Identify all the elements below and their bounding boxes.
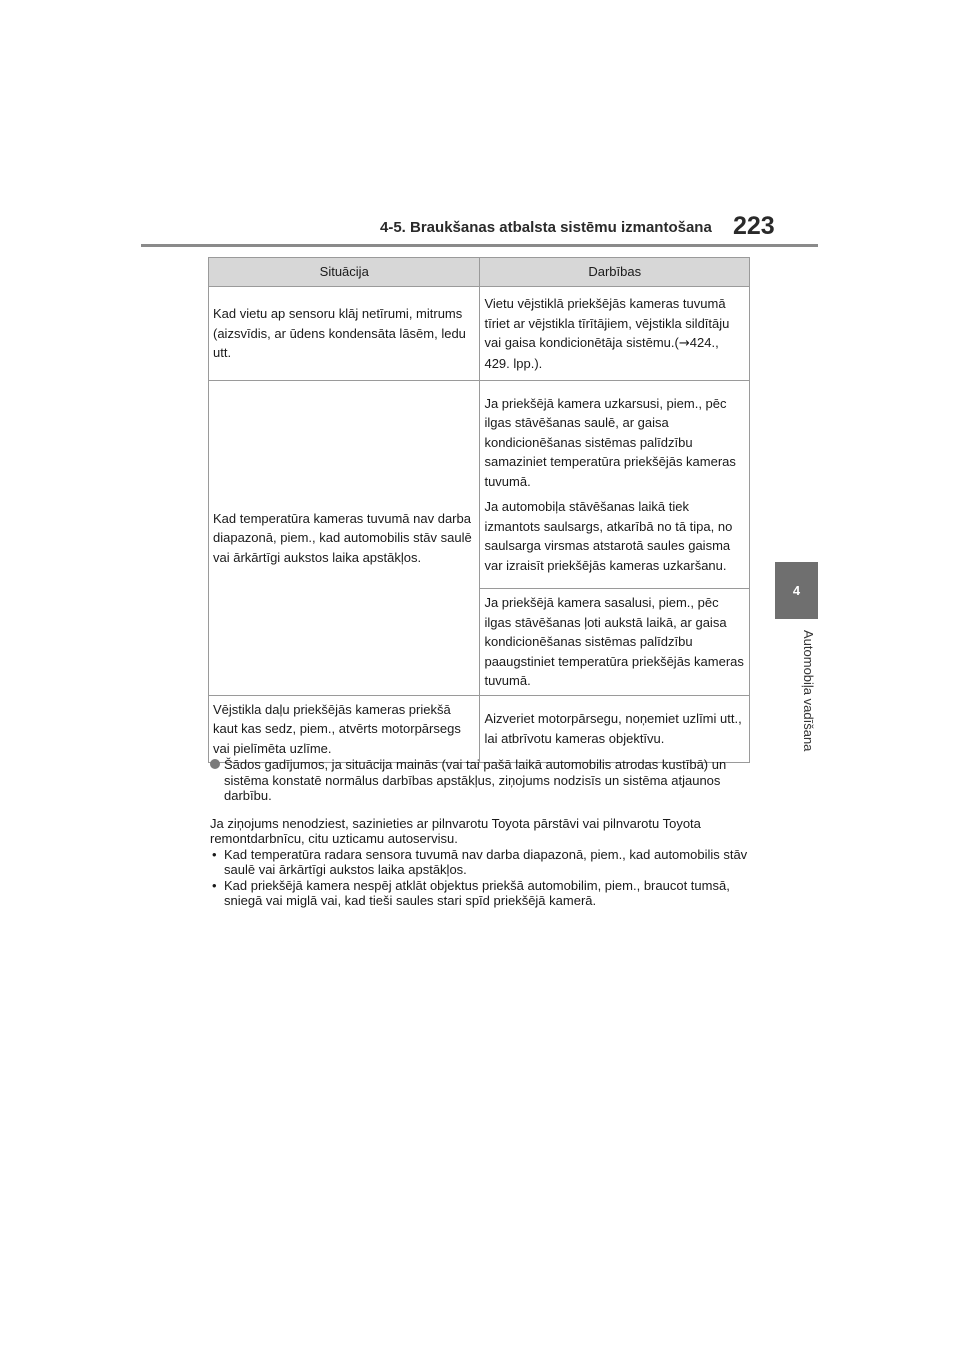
reference-arrow-icon: → <box>678 336 690 351</box>
bullet-dot-icon <box>210 759 220 769</box>
action-cell: Ja priekšējā kamera sasalusi, piem., pēc ilgas stāvēšanas ļoti aukstā laikā, ar gaisa kondicionēšanas sistēmas palīdzību paaugstiniet temperatūra priekšējās kameras tuvumā. <box>480 589 750 696</box>
chapter-tab <box>775 562 818 619</box>
section-title: 4-5. Braukšanas atbalsta sistēmu izmantošana <box>380 219 712 236</box>
list-item <box>210 847 755 878</box>
header-situation: Situācija <box>209 258 480 287</box>
note-text: Šādos gadījumos, ja situācija mainās (vai tai pašā laikā automobilis atrodas kustībā) un sistēma konstatē normālus darbības apstākļus, ziņojums nodzisīs un sistēma atjaunos darbību. <box>224 757 727 803</box>
notes-section <box>210 757 755 909</box>
list-bullet: • <box>212 877 217 893</box>
table-row <box>209 287 750 381</box>
note-paragraph: Ja ziņojums nenodziest, sazinieties ar pilnvarotu Toyota pārstāvi vai pilnvarotu Toyota remontdarbnīcu, citu uzticamu autoservisu. <box>210 815 701 846</box>
action-paragraph: Ja automobiļa stāvēšanas laikā tiek izmantots saulsargs, atkarībā no tā tipa, no saulsarga virsmas atstarotā saules gaisma var izraisīt priekšējās kameras uzkaršanu. <box>484 499 733 573</box>
chapter-number: 4 <box>792 583 801 598</box>
situations-table <box>208 257 750 763</box>
page-reference: 424., 429. lpp.). <box>484 335 719 371</box>
action-text: Vietu vējstiklā priekšējās kameras tuvumā tīriet ar vējstikla tīrītājiem, vējstikla sildītāju vai gaisa kondicionētāja sistēmu.( <box>484 296 730 350</box>
chapter-label: Automobiļa vadīšana <box>801 630 816 752</box>
situation-cell: Vējstikla daļu priekšējās kameras priekšā kaut kas sedz, piem., atvērts motorpārsegs vai pielīmēta uzlīme. <box>209 695 480 763</box>
header-divider <box>141 244 818 247</box>
list-bullet: • <box>212 846 217 862</box>
list-item-text: Kad priekšējā kamera nespēj atklāt objektus priekšā automobilim, piem., braucot tumsā, sniegā vai miglā vai, kad tieši saules stari spīd priekšējā kamerā. <box>224 877 730 908</box>
list-item <box>210 878 755 909</box>
list-item-text: Kad temperatūra radara sensora tuvumā nav darba diapazonā, piem., kad automobilis stāv saulē vai ārkārtīgi aukstos laika apstākļos. <box>224 846 748 877</box>
action-cell: Aizveriet motorpārsegu, noņemiet uzlīmi utt., lai atbrīvotu kameras objektīvu. <box>480 695 750 763</box>
page-number: 223 <box>733 212 775 240</box>
situation-cell: Kad vietu ap sensoru klāj netīrumi, mitrums (aizsvīdis, ar ūdens kondensāta lāsēm, ledu utt. <box>209 287 480 381</box>
table-header-row <box>209 258 750 287</box>
action-paragraph: Ja priekšējā kamera uzkarsusi, piem., pēc ilgas stāvēšanas saulē, ar gaisa kondicionēšanas sistēmas palīdzību samaziniet temperatūra priekšējās kameras tuvumā. <box>484 395 736 489</box>
header-actions: Darbības <box>480 258 750 287</box>
situation-cell: Kad temperatūra kameras tuvumā nav darba diapazonā, piem., kad automobilis stāv saulē vai ārkārtīgi aukstos laika apstākļos. <box>209 381 480 696</box>
action-cell <box>480 287 750 381</box>
note-bullet <box>210 757 755 804</box>
table-row <box>209 695 750 763</box>
table-row <box>209 381 750 589</box>
action-cell <box>480 381 750 589</box>
